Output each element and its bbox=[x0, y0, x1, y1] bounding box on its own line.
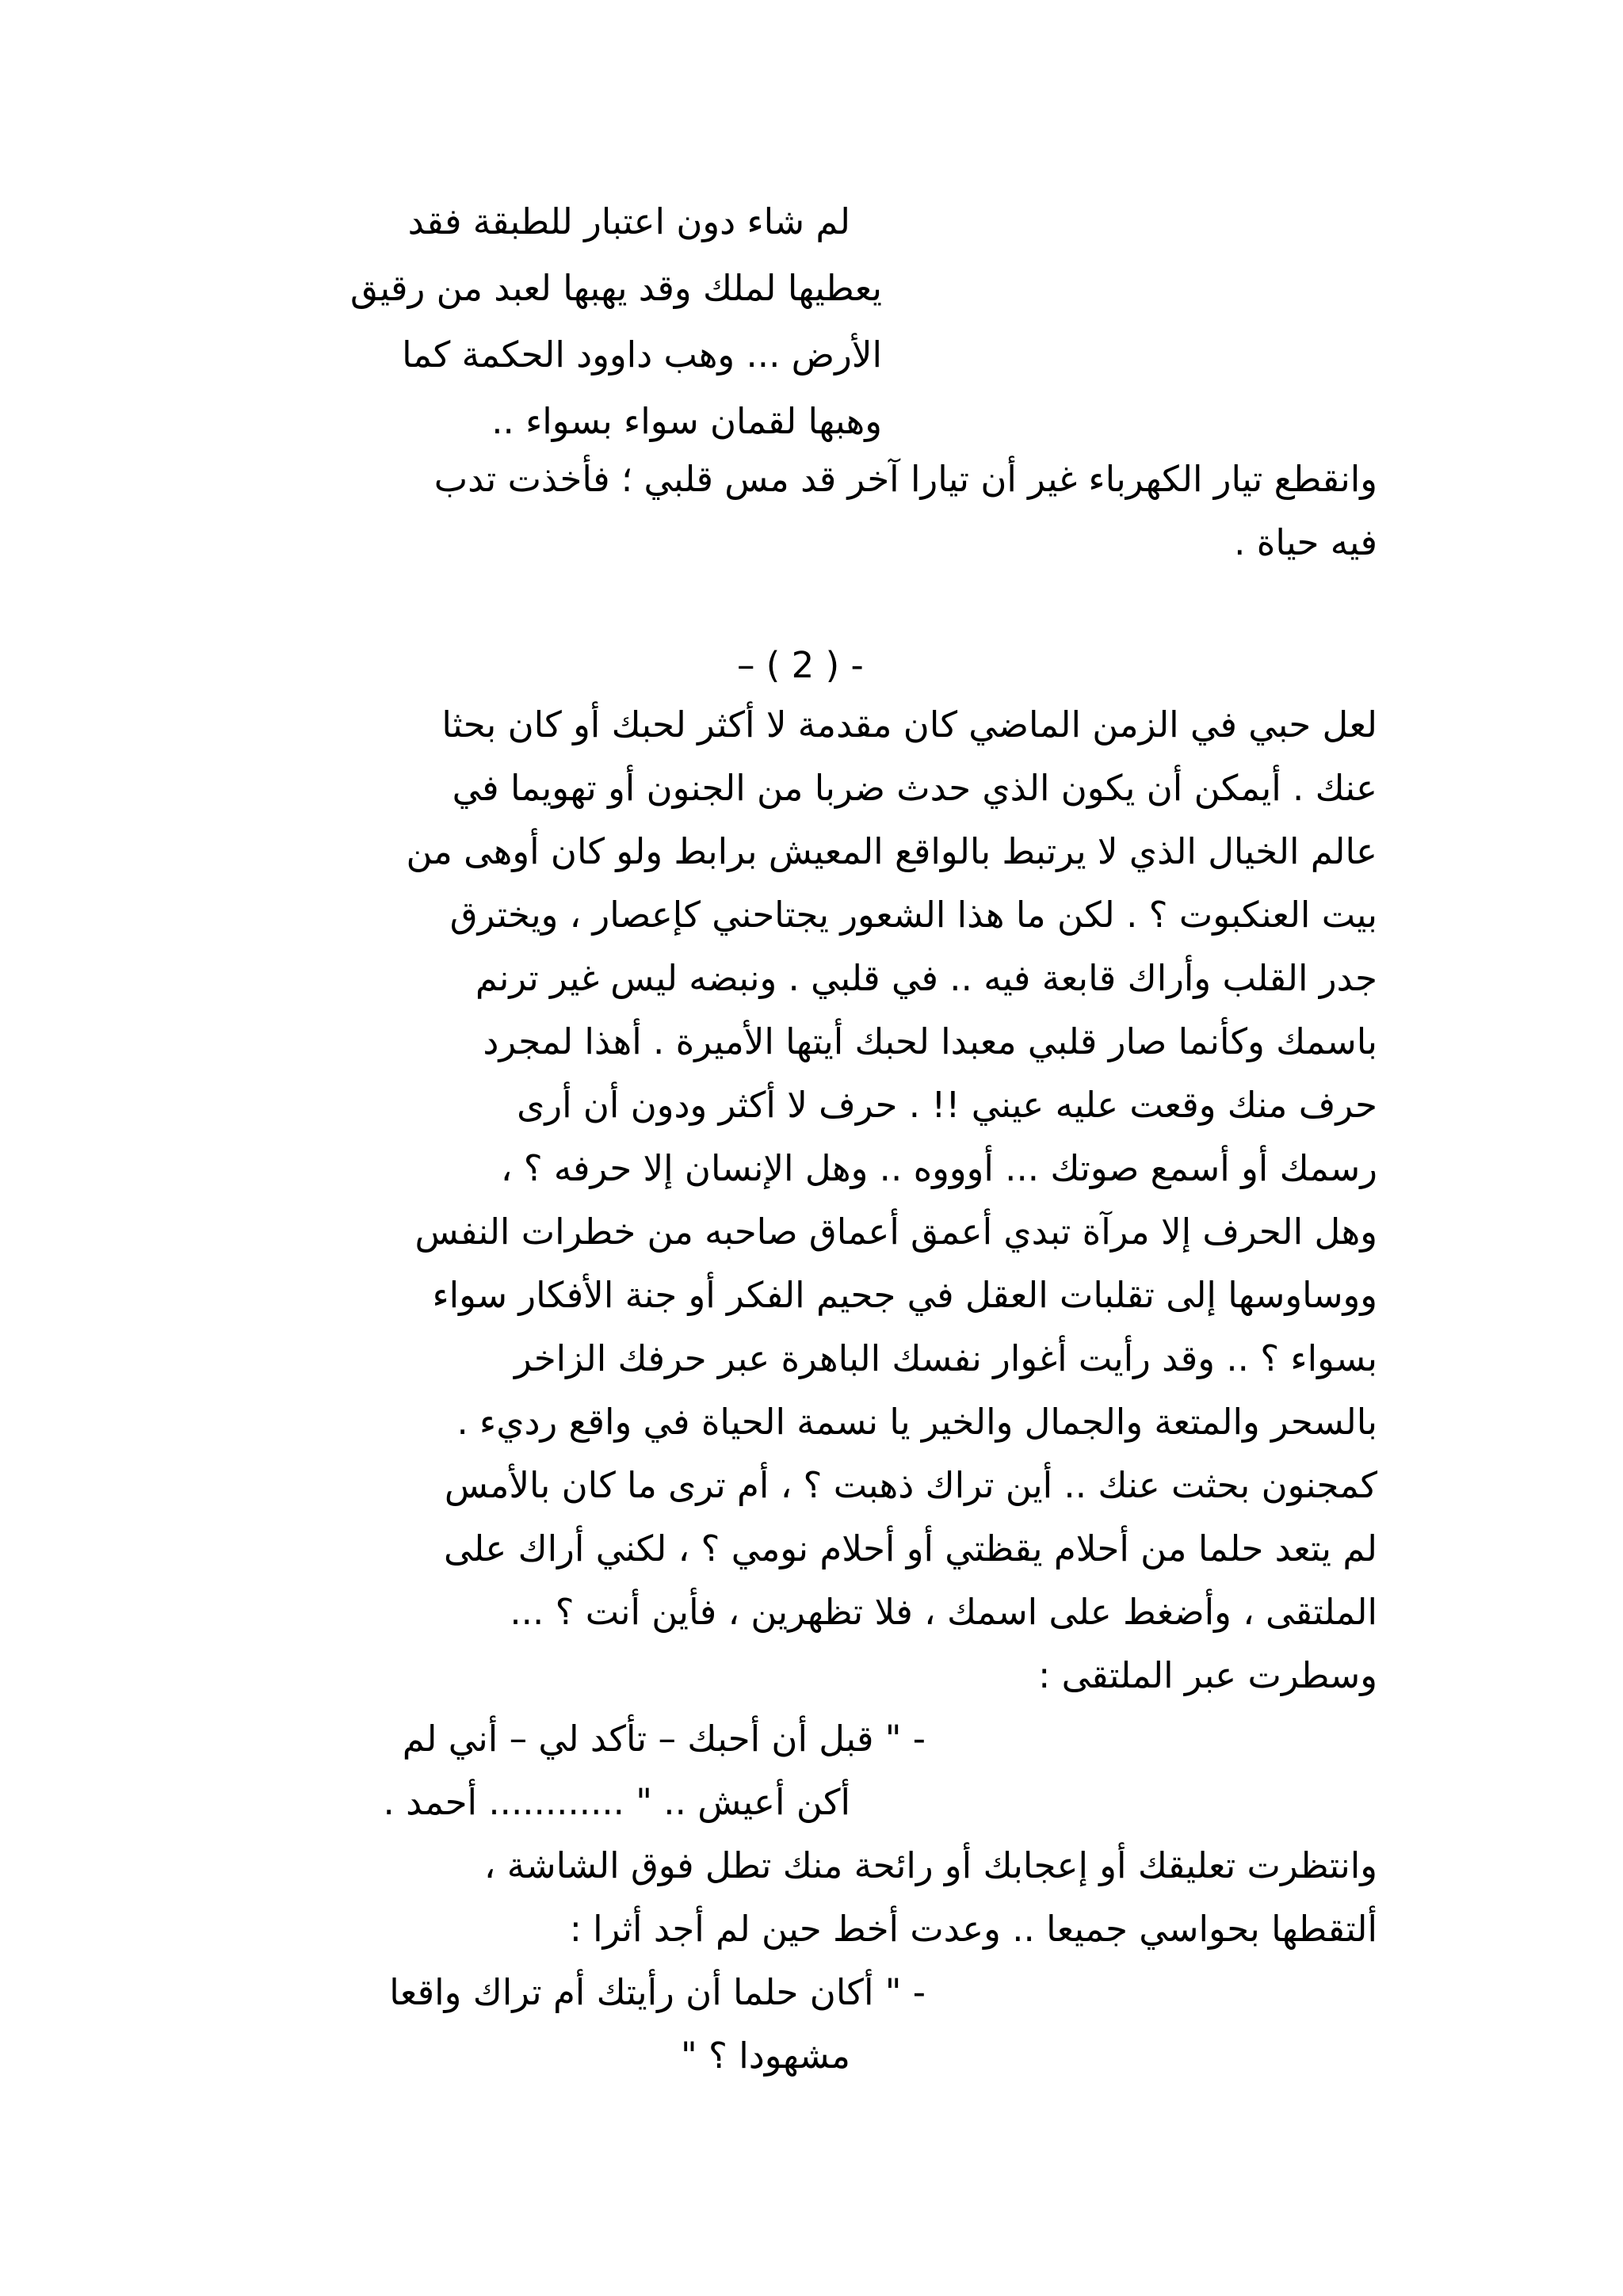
quote-line: - " قبل أن أحبك – تأكد لي – أني لم bbox=[402, 1718, 926, 1760]
paragraph-line: وانقطع تيار الكهرباء غير أن تيارا آخر قد مس قلبي ؛ فأخذت تدب bbox=[433, 458, 1377, 500]
paragraph-line: بالسحر والمتعة والجمال والخير يا نسمة الحياة في واقع رديء . bbox=[456, 1401, 1377, 1443]
paragraph-line: لعل حبي في الزمن الماضي كان مقدمة لا أكثر لحبك أو كان بحثا bbox=[441, 704, 1377, 746]
paragraph-line: بيت العنكبوت ؟ . لكن ما هذا الشعور يجتاحني كإعصار ، ويخترق bbox=[449, 894, 1377, 936]
paragraph-line: ألتقطها بحواسي جميعا .. وعدت أخط حين لم أجد أثرا : bbox=[569, 1908, 1377, 1950]
verse-line: يعطيها لملك وقد يهبها لعبد من رقيق bbox=[349, 267, 882, 309]
paragraph-line: الملتقى ، وأضغط على اسمك ، فلا تظهرين ، فأين أنت ؟ ... bbox=[510, 1591, 1377, 1633]
paragraph-line: كمجنون بحثت عنك .. أين تراك ذهبت ؟ ، أم ترى ما كان بالأمس bbox=[444, 1464, 1377, 1506]
verse-line: الأرض ... وهب داوود الحكمة كما bbox=[402, 334, 882, 376]
quote-line: - " أكان حلما أن رأيتك أم تراك واقعا bbox=[389, 1971, 926, 2013]
section-marker: – ( 2 ) - bbox=[737, 644, 864, 686]
paragraph-line: وانتظرت تعليقك أو إعجابك أو رائحة منك تطل فوق الشاشة ، bbox=[483, 1844, 1377, 1886]
paragraph-line: رسمك أو أسمع صوتك ... أوووه .. وهل الإنسان إلا حرفه ؟ ، bbox=[500, 1147, 1377, 1189]
quote-line: أكن أعيش .. " ............ أحمد . bbox=[383, 1781, 850, 1823]
verse-line: لم شاء دون اعتبار للطبقة فقد bbox=[407, 200, 850, 242]
paragraph-line: ووساوسها إلى تقلبات العقل في جحيم الفكر أو جنة الأفكار سواء bbox=[432, 1274, 1377, 1316]
paragraph-line: جدر القلب وأراك قابعة فيه .. في قلبي . ونبضه ليس غير ترنم bbox=[475, 957, 1377, 999]
paragraph-line: حرف منك وقعت عليه عيني !! . حرف لا أكثر ودون أن أرى bbox=[517, 1084, 1377, 1126]
paragraph-line: وهل الحرف إلا مرآة تبدي أعمق أعماق صاحبه من خطرات النفس bbox=[414, 1211, 1377, 1253]
paragraph-line: عنك . أيمكن أن يكون الذي حدث ضربا من الجنون أو تهويما في bbox=[452, 767, 1377, 809]
paragraph-line: باسمك وكأنما صار قلبي معبدا لحبك أيتها الأميرة . أهذا لمجرد bbox=[483, 1020, 1377, 1062]
paragraph-line: وسطرت عبر الملتقى : bbox=[1038, 1654, 1377, 1696]
paragraph-line: فيه حياة . bbox=[1234, 521, 1377, 563]
verse-line: وهبها لقمان سواء بسواء .. bbox=[491, 400, 882, 442]
paragraph-line: بسواء ؟ .. وقد رأيت أغوار نفسك الباهرة عبر حرفك الزاخر bbox=[514, 1337, 1377, 1379]
paragraph-line: لم يتعد حلما من أحلام يقظتي أو أحلام نومي ؟ ، لكني أراك على bbox=[444, 1527, 1377, 1569]
quote-line: مشهودا ؟ " bbox=[681, 2035, 850, 2077]
paragraph-line: عالم الخيال الذي لا يرتبط بالواقع المعيش برابط ولو كان أوهى من bbox=[406, 830, 1377, 872]
